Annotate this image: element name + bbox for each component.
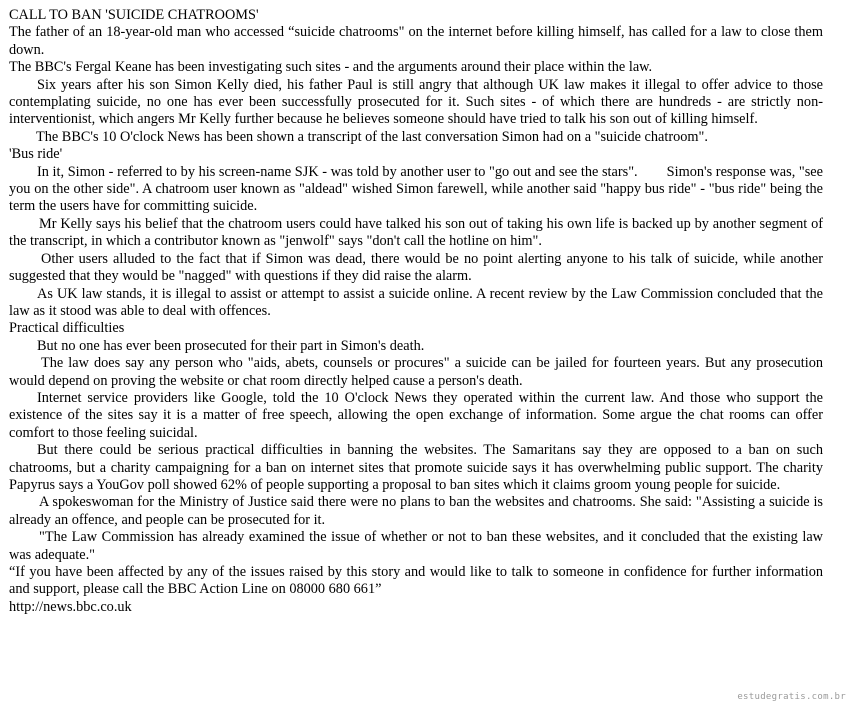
paragraph-intro: The father of an 18-year-old man who accessed “suicide chatrooms" on the internet before killing himself, has called for a law to close them down. bbox=[9, 24, 823, 58]
paragraph-father: Six years after his son Simon Kelly died, his father Paul is still angry that although UK law makes it illegal to offer advice to those contemplating suicide, no one has ever been successfully prosecuted for it. Such sites - of which there are hundreds - are strictly non-interventionist, which angers Mr Kelly further because he believes someone should have tried to talk his son out of killing himself. bbox=[9, 76, 823, 128]
article-title: CALL TO BAN 'SUICIDE CHATROOMS' bbox=[9, 7, 259, 23]
paragraph-simon-conversation: In it, Simon - referred to by his screen-name SJK - was told by another user to "go out and see the stars". Simon's response was, "see you on the other side". A chatroom user known as "aldead" wished Simon farewell, while another said "happy bus ride" - "bus ride" being the term the users have for committing suicide. bbox=[9, 163, 827, 215]
watermark: estudegratis.com.br bbox=[737, 692, 846, 702]
paragraph-mr-kelly: Mr Kelly says his belief that the chatroom users could have talked his son out of taking his own life is backed up by another segment of the transcript, in which a contributor known as "jenwolf" says "don't call the hotline on him". bbox=[9, 215, 823, 250]
paragraph-law-says: The law does say any person who "aids, abets, counsels or procures" a suicide can be jailed for fourteen years. But any prosecution would depend on proving the website or chat room directly helped cause a person's death. bbox=[9, 355, 823, 389]
subheading-practical-difficulties: Practical difficulties bbox=[9, 320, 125, 337]
paragraph-law-commission: "The Law Commission has already examined the issue of whether or not to ban these websites, and it concluded that the existing law was adequate." bbox=[9, 529, 823, 563]
paragraph-uk-law: As UK law stands, it is illegal to assist or attempt to assist a suicide online. A recent review by the Law Commission concluded that the law as it stood was able to deal with offences. bbox=[9, 285, 823, 319]
paragraph-action-line: “If you have been affected by any of the issues raised by this story and would like to talk to someone in confidence for further information and support, please call the BBC Action Line on 08000 680 661” bbox=[9, 564, 823, 598]
subheading-bus-ride: 'Bus ride' bbox=[9, 146, 63, 163]
paragraph-isps: Internet service providers like Google, told the 10 O'clock News they operated within the current law. And those who support the existence of the sites say it is a matter of free speech, allowing the open exchange of information. Some argue the chat rooms can offer comfort to those feeling suicidal. bbox=[9, 389, 823, 441]
paragraph-ministry: A spokeswoman for the Ministry of Justice said there were no plans to ban the websites and chatrooms. She said: "Assisting a suicide is already an offence, and people can be prosecuted for it. bbox=[9, 494, 823, 528]
source-url: http://news.bbc.co.uk bbox=[9, 598, 132, 615]
paragraph-investigation: The BBC's Fergal Keane has been investigating such sites - and the arguments around their place within the law. bbox=[9, 59, 653, 76]
paragraph-other-users: Other users alluded to the fact that if Simon was dead, there would be no point alerting anyone to his talk of suicide, while another suggested that they would be "nagged" with questions if they did raise the alarm. bbox=[9, 250, 823, 285]
paragraph-no-prosecution: But no one has ever been prosecuted for their part in Simon's death. bbox=[37, 337, 425, 354]
paragraph-transcript: The BBC's 10 O'clock News has been shown a transcript of the last conversation Simon had on a "suicide chatroom". bbox=[36, 128, 708, 145]
article bbox=[9, 7, 827, 616]
paragraph-practical: But there could be serious practical difficulties in banning the websites. The Samaritans say they are opposed to a ban on such chatrooms, but a charity campaigning for a ban on internet sites that promote suicide says it has overwhelming public support. The charity Papyrus says a YouGov poll showed 62% of people supporting a proposal to ban sites which it claims groom young people for suicide. bbox=[9, 442, 823, 493]
